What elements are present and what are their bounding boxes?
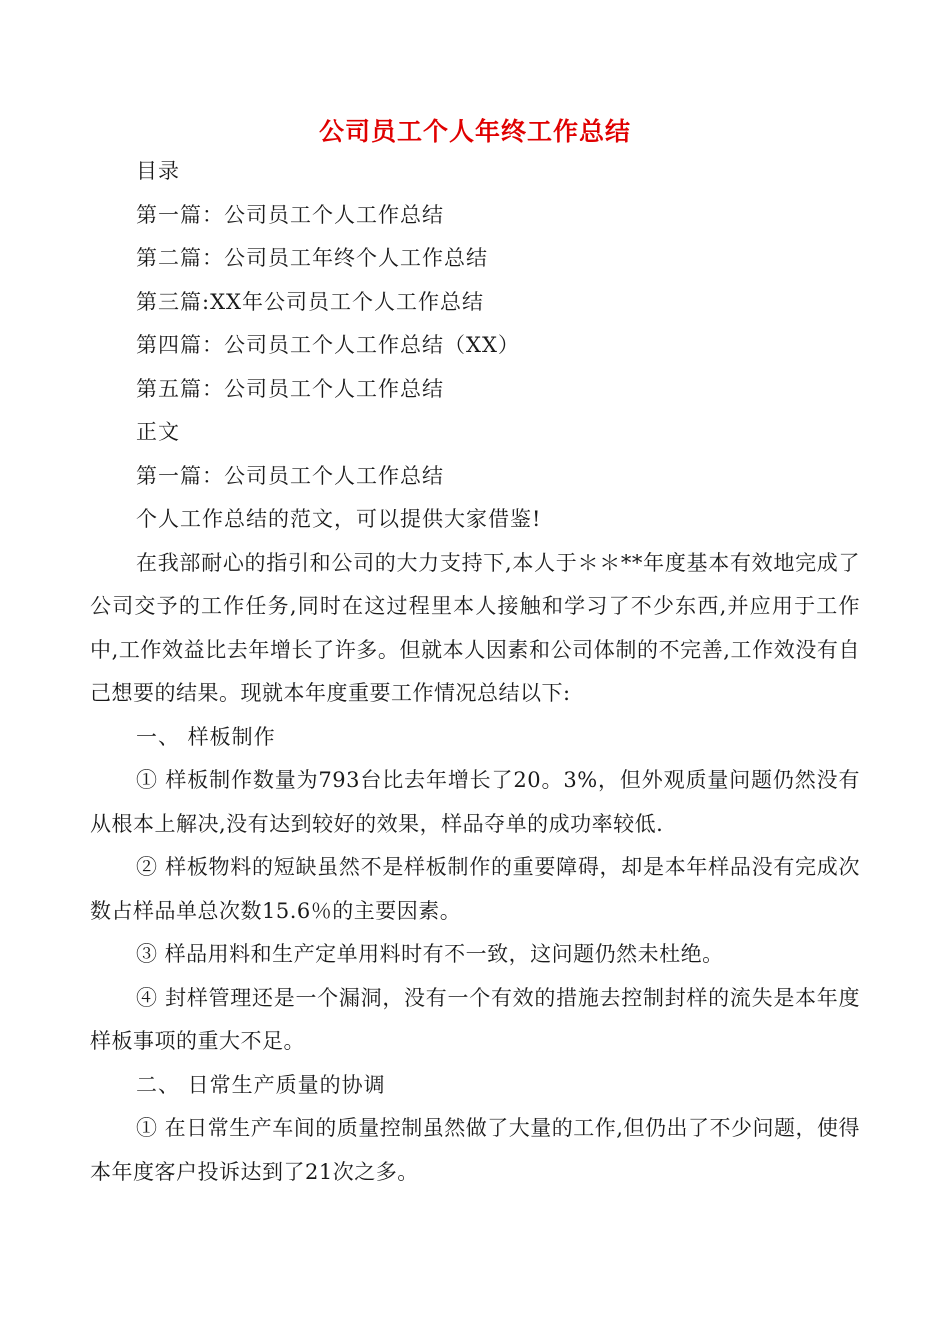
document-body: [90, 150, 860, 1194]
section-heading: 一、 样板制作: [136, 724, 276, 749]
section-heading: 二、 日常生产质量的协调: [136, 1072, 386, 1097]
paragraph: 在我部耐心的指引和公司的大力支持下,本人于＊＊**年度基本有效地完成了公司交予的工作任务,同时在这过程里本人接触和学习了不少东西,并应用于工作中,工作效益比去年增长了许多。但就本人因素和公司体制的不完善,工作效没有自己想要的结果。现就本年度重要工作情况总结以下:: [90, 550, 860, 705]
list-item: ① 在日常生产车间的质量控制虽然做了大量的工作,但仍出了不少问题，使得本年度客户投诉达到了21次之多。: [90, 1116, 860, 1184]
body-heading: 正文: [136, 420, 180, 444]
document-title: 公司员工个人年终工作总结: [318, 117, 631, 146]
toc-item: 第四篇：公司员工个人工作总结（XX）: [136, 333, 520, 357]
list-item: ① 样板制作数量为793台比去年增长了20。3%，但外观质量问题仍然没有从根本上解决,没有达到较好的效果，样品夺单的成功率较低.: [90, 768, 860, 836]
list-item: ③ 样品用料和生产定单用料时有不一致，这问题仍然未杜绝。: [136, 942, 724, 966]
toc-item: 第三篇:XX年公司员工个人工作总结: [136, 289, 484, 314]
chapter-heading: 第一篇：公司员工个人工作总结: [136, 463, 444, 488]
toc-heading: 目录: [136, 159, 180, 183]
list-item: ④ 封样管理还是一个漏洞，没有一个有效的措施去控制封样的流失是本年度样板事项的重大不足。: [90, 985, 860, 1053]
toc-item: 第五篇：公司员工个人工作总结: [136, 376, 444, 401]
toc-item: 第一篇：公司员工个人工作总结: [136, 202, 444, 227]
intro-text: 个人工作总结的范文，可以提供大家借鉴!: [136, 507, 542, 531]
toc-item: 第二篇：公司员工年终个人工作总结: [136, 246, 488, 270]
list-item: ② 样板物料的短缺虽然不是样板制作的重要障碍，却是本年样品没有完成次数占样品单总次数15.6％的主要因素。: [90, 855, 860, 923]
